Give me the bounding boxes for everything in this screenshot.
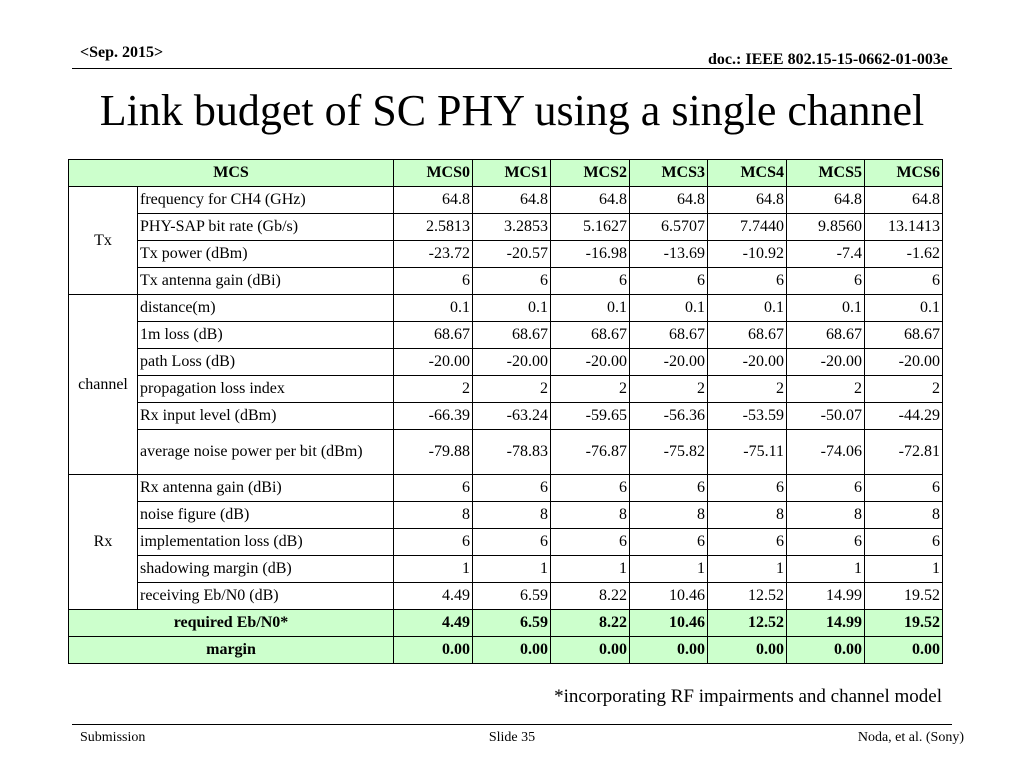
summary-value: 0.00 [630, 637, 708, 664]
cell-value: 68.67 [551, 322, 630, 349]
cell-value: 6 [865, 268, 943, 295]
cell-value: 6 [551, 268, 630, 295]
row-label: path Loss (dB) [138, 349, 394, 376]
footer-slide-number: Slide 35 [488, 730, 536, 745]
row-label: receiving Eb/N0 (dB) [138, 583, 394, 610]
column-header: MCS1 [473, 160, 551, 187]
cell-value: 0.1 [473, 295, 551, 322]
summary-value: 19.52 [865, 610, 943, 637]
cell-value: 9.8560 [787, 214, 865, 241]
cell-value: -56.36 [630, 403, 708, 430]
cell-value: 8 [551, 502, 630, 529]
cell-value: -20.57 [473, 241, 551, 268]
cell-value: 4.49 [394, 583, 473, 610]
cell-value: 8 [394, 502, 473, 529]
row-label: noise figure (dB) [138, 502, 394, 529]
cell-value: 3.2853 [473, 214, 551, 241]
cell-value: 1 [708, 556, 787, 583]
cell-value: 6 [473, 268, 551, 295]
summary-value: 0.00 [708, 637, 787, 664]
row-label: 1m loss (dB) [138, 322, 394, 349]
table-row [69, 430, 943, 475]
table-row [69, 583, 943, 610]
cell-value: -20.00 [708, 349, 787, 376]
cell-value: -50.07 [787, 403, 865, 430]
cell-value: 0.1 [865, 295, 943, 322]
cell-value: 2 [551, 376, 630, 403]
table-header-row [69, 160, 943, 187]
row-label: propagation loss index [138, 376, 394, 403]
cell-value: 6 [865, 529, 943, 556]
header-doc-id: doc.: IEEE 802.15-15-0662-01-003e [708, 51, 948, 68]
cell-value: -20.00 [473, 349, 551, 376]
cell-value: -44.29 [865, 403, 943, 430]
header-date: <Sep. 2015> [80, 44, 164, 61]
table-row [69, 376, 943, 403]
cell-value: -53.59 [708, 403, 787, 430]
summary-value: 0.00 [787, 637, 865, 664]
cell-value: 6 [708, 529, 787, 556]
cell-value: 6.59 [473, 583, 551, 610]
cell-value: 1 [630, 556, 708, 583]
row-label: PHY-SAP bit rate (Gb/s) [138, 214, 394, 241]
cell-value: 1 [787, 556, 865, 583]
table-row [69, 529, 943, 556]
summary-value: 0.00 [473, 637, 551, 664]
cell-value: 8.22 [551, 583, 630, 610]
summary-label: required Eb/N0* [69, 610, 394, 637]
column-header: MCS4 [708, 160, 787, 187]
summary-value: 0.00 [394, 637, 473, 664]
cell-value: -13.69 [630, 241, 708, 268]
table-row [69, 475, 943, 502]
cell-value: 5.1627 [551, 214, 630, 241]
header-mcs-label: MCS [69, 160, 394, 187]
cell-value: 2 [630, 376, 708, 403]
column-header: MCS0 [394, 160, 473, 187]
cell-value: 64.8 [473, 187, 551, 214]
cell-value: -20.00 [787, 349, 865, 376]
column-header: MCS3 [630, 160, 708, 187]
cell-value: 8 [865, 502, 943, 529]
cell-value: 6 [394, 529, 473, 556]
cell-value: 6 [865, 475, 943, 502]
cell-value: 6 [551, 475, 630, 502]
cell-value: 68.67 [473, 322, 551, 349]
summary-value: 6.59 [473, 610, 551, 637]
cell-value: 6 [787, 529, 865, 556]
cell-value: -16.98 [551, 241, 630, 268]
cell-value: -72.81 [865, 430, 943, 475]
cell-value: 6 [708, 475, 787, 502]
table-row [69, 241, 943, 268]
table-row [69, 214, 943, 241]
cell-value: -20.00 [865, 349, 943, 376]
summary-value: 10.46 [630, 610, 708, 637]
cell-value: -20.00 [630, 349, 708, 376]
cell-value: -66.39 [394, 403, 473, 430]
footer-divider [72, 724, 952, 725]
cell-value: 68.67 [865, 322, 943, 349]
table-row [69, 349, 943, 376]
cell-value: 6 [630, 529, 708, 556]
footer-authors: Noda, et al. (Sony) [857, 730, 964, 745]
cell-value: -20.00 [394, 349, 473, 376]
cell-value: -79.88 [394, 430, 473, 475]
cell-value: -63.24 [473, 403, 551, 430]
table-row [69, 268, 943, 295]
row-label: Rx antenna gain (dBi) [138, 475, 394, 502]
cell-value: -75.82 [630, 430, 708, 475]
column-header: MCS6 [865, 160, 943, 187]
cell-value: 68.67 [394, 322, 473, 349]
row-label: implementation loss (dB) [138, 529, 394, 556]
summary-value: 12.52 [708, 610, 787, 637]
cell-value: 6 [473, 529, 551, 556]
group-label: Rx [69, 475, 138, 610]
table-row [69, 556, 943, 583]
group-label: channel [69, 295, 138, 475]
cell-value: 64.8 [787, 187, 865, 214]
cell-value: 6 [787, 268, 865, 295]
row-label: frequency for CH4 (GHz) [138, 187, 394, 214]
cell-value: 12.52 [708, 583, 787, 610]
cell-value: 0.1 [787, 295, 865, 322]
cell-value: 2 [787, 376, 865, 403]
table-row [69, 322, 943, 349]
table-row [69, 502, 943, 529]
column-header: MCS2 [551, 160, 630, 187]
cell-value: 6 [394, 475, 473, 502]
cell-value: 0.1 [630, 295, 708, 322]
cell-value: 1 [865, 556, 943, 583]
cell-value: 13.1413 [865, 214, 943, 241]
cell-value: 68.67 [787, 322, 865, 349]
link-budget-table [68, 159, 943, 664]
cell-value: 64.8 [551, 187, 630, 214]
cell-value: 8 [630, 502, 708, 529]
row-label: Tx power (dBm) [138, 241, 394, 268]
cell-value: 6 [787, 475, 865, 502]
row-label: Tx antenna gain (dBi) [138, 268, 394, 295]
cell-value: 64.8 [708, 187, 787, 214]
summary-value: 8.22 [551, 610, 630, 637]
cell-value: -1.62 [865, 241, 943, 268]
cell-value: 6 [630, 268, 708, 295]
cell-value: -10.92 [708, 241, 787, 268]
cell-value: 6.5707 [630, 214, 708, 241]
cell-value: 0.1 [394, 295, 473, 322]
cell-value: -76.87 [551, 430, 630, 475]
table-row [69, 187, 943, 214]
cell-value: 2 [394, 376, 473, 403]
summary-value: 0.00 [865, 637, 943, 664]
cell-value: 6 [708, 268, 787, 295]
cell-value: -78.83 [473, 430, 551, 475]
cell-value: 10.46 [630, 583, 708, 610]
cell-value: 0.1 [551, 295, 630, 322]
column-header: MCS5 [787, 160, 865, 187]
slide-title: Link budget of SC PHY using a single channel [99, 86, 925, 135]
summary-label: margin [69, 637, 394, 664]
cell-value: 1 [551, 556, 630, 583]
cell-value: 68.67 [630, 322, 708, 349]
cell-value: 64.8 [394, 187, 473, 214]
cell-value: 2 [473, 376, 551, 403]
footer-submission: Submission [80, 730, 146, 745]
cell-value: 2 [708, 376, 787, 403]
cell-value: 19.52 [865, 583, 943, 610]
cell-value: 2.5813 [394, 214, 473, 241]
cell-value: 64.8 [865, 187, 943, 214]
cell-value: 0.1 [708, 295, 787, 322]
cell-value: 8 [708, 502, 787, 529]
cell-value: -74.06 [787, 430, 865, 475]
summary-value: 14.99 [787, 610, 865, 637]
cell-value: -75.11 [708, 430, 787, 475]
cell-value: -7.4 [787, 241, 865, 268]
cell-value: -23.72 [394, 241, 473, 268]
cell-value: 7.7440 [708, 214, 787, 241]
header-divider [72, 68, 952, 69]
cell-value: 64.8 [630, 187, 708, 214]
row-label: shadowing margin (dB) [138, 556, 394, 583]
table-row [69, 295, 943, 322]
cell-value: 2 [865, 376, 943, 403]
table-row [69, 403, 943, 430]
cell-value: 6 [473, 475, 551, 502]
cell-value: 8 [787, 502, 865, 529]
cell-value: 68.67 [708, 322, 787, 349]
summary-value: 4.49 [394, 610, 473, 637]
cell-value: 6 [551, 529, 630, 556]
cell-value: 6 [394, 268, 473, 295]
row-label: average noise power per bit (dBm) [138, 430, 394, 475]
summary-row [69, 637, 943, 664]
row-label: Rx input level (dBm) [138, 403, 394, 430]
cell-value: 1 [473, 556, 551, 583]
summary-value: 0.00 [551, 637, 630, 664]
cell-value: 8 [473, 502, 551, 529]
summary-row [69, 610, 943, 637]
cell-value: -20.00 [551, 349, 630, 376]
cell-value: -59.65 [551, 403, 630, 430]
row-label: distance(m) [138, 295, 394, 322]
cell-value: 1 [394, 556, 473, 583]
cell-value: 6 [630, 475, 708, 502]
group-label: Tx [69, 187, 138, 295]
footnote: *incorporating RF impairments and channel model [554, 686, 942, 707]
cell-value: 14.99 [787, 583, 865, 610]
